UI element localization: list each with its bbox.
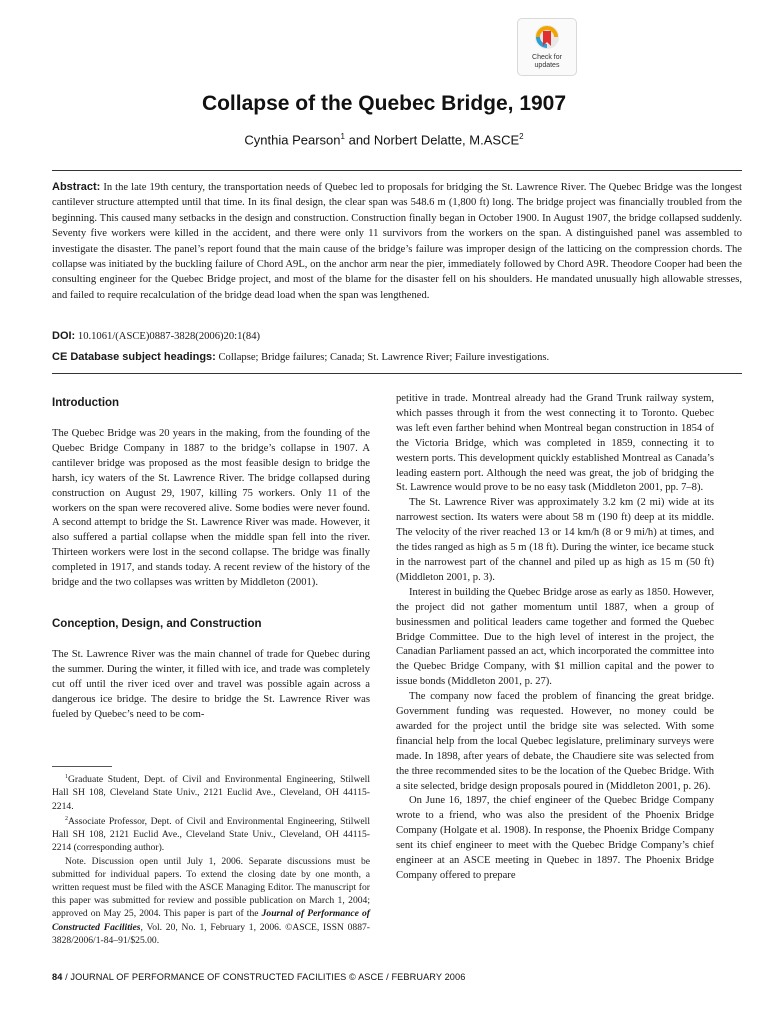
footnote-1-text: Graduate Student, Dept. of Civil and Environmental Engineering, Stilwell Hall SH 108, Cleveland State Univ., 2121 Euclid Ave., Cleveland, OH 44115-2214.	[52, 774, 370, 812]
subject-headings-label: CE Database subject headings:	[52, 351, 216, 363]
introduction-paragraph: The Quebec Bridge was 20 years in the making, from the founding of the Quebec Bridge Company in 1887 to the bridge’s collapse in 1907. A cantilever bridge was proposed as the most feasible design to bridge the harsh, icy waters of the St. Lawrence River. The bridge collapsed during construction on August 29, 1907, killing 75 workers. Only 11 of the workers on the span were recovered alive. Some bodies were never found. A second attempt to bridge the St. Lawrence River was made. However, it also suffered a partial collapse when the middle span fell into the river. Thirteen workers were lost in the second collapse. The bridge was finally completed in 1917, and stands today. A recent review of the history of the bridge and the two collapses was written by Middleton (2001).	[52, 428, 370, 589]
subject-headings-value: Collapse; Bridge failures; Canada; St. Lawrence River; Failure investigations.	[218, 352, 550, 363]
page-footer	[52, 972, 465, 982]
conception-design-heading: Conception, Design, and Construction	[52, 617, 262, 630]
introduction-heading: Introduction	[52, 397, 120, 409]
doi-link[interactable]: 10.1061/(ASCE)0887-3828(2006)20:1(84)	[77, 331, 261, 342]
abstract-text: In the late 19th century, the transportation needs of Quebec led to proposals for bridging the St. Lawrence River. The Quebec Bridge was the longest cantilever structure attempted until that time. In its final design, the clear span was 548.6 m (1,800 ft) long. The bridge project was financially troubled from the beginning. This caused many setbacks in the design and construction. Construction finally began in October 1900. In August 1907, the bridge collapsed suddenly. Seventy five workers were killed in the accident, and there were only 11 survivors from the workers on the span. A distinguished panel was assembled to investigate the disaster. The panel’s report found that the main cause of the bridge’s failure was improper design of the latticing on the compression chords. The collapse was initiated by the buckling failure of Chord A9L, on the anchor arm near the pier, immediately followed by Chord A9R. Theodore Cooper had been the consulting engineer for the Quebec Bridge project, and most of the blame for the disaster fell on his shoulders. He mandated unusually high allowable stresses, and failed to require recalculation of the bridge dead load when the span was lengthened.	[52, 182, 742, 301]
note-journal-name: Journal of Performance of Constructed Facilities	[52, 908, 370, 933]
abstract	[52, 180, 742, 303]
right-paragraph-5: On June 16, 1897, the chief engineer of the Quebec Bridge Company wrote to a friend, who was also the president of the Phoenix Bridge Company (Holgate et al. 1908). In response, the Phoenix Bridge Company sent its chief engineer to meet with the Quebec Bridge Company’s chief engineer at an ASCE meeting in Quebec in 1897. The Phoenix Bridge Company offered to prepare	[396, 795, 714, 881]
left-column	[52, 392, 370, 723]
abstract-label: Abstract:	[52, 181, 101, 193]
subject-headings-line	[52, 351, 549, 363]
footnote-2-text: Associate Professor, Dept. of Civil and Environmental Engineering, Stilwell Hall SH 108, 2121 Euclid Ave., Cleveland State Univ., Cleveland, OH 44115-2214 (corresponding author).	[52, 815, 370, 854]
right-column	[396, 392, 714, 884]
right-paragraph-4: The company now faced the problem of financing the great bridge. Government funding was requested. However, no money could be awarded for the project until the bridge site was selected. With some financial help from the local Quebec legislature, preliminary surveys were made. In 1898, after years of debate, the Chaudiere site was selected from the three recommended sites to be the location of the Quebec Bridge. With a site selected, bridge design proposals poured in (Middleton 2001, p. 26).	[396, 691, 714, 792]
doi-line	[52, 330, 260, 342]
author-1: Cynthia Pearson	[244, 132, 341, 148]
right-paragraph-2: The St. Lawrence River was approximately 3.2 km (2 mi) wide at its narrowest section. Its waters were about 58 m (190 ft) deep at its middle. The velocity of the river reached 13 or 14 km/h (8 or 9 mi/h) at times, and the tides ranged as high as 5 m (18 ft). During the winter, ice became stuck in the narrowest part of the channel and piled up as high as 15 m (50 ft) (Middleton 2001, p. 3).	[396, 497, 714, 583]
right-paragraph-3: Interest in building the Quebec Bridge arose as early as 1850. However, the project did not gather momentum until 1887, when a group of businessmen and political leaders came together and formed the Quebec Bridge Committee. Due to the high level of interest in the project, the Canadian Parliament passed an act, which incorporated the committee into the Quebec Bridge Company, with $1 million capital and the power to issue bonds (Middleton 2001, p. 27).	[396, 586, 714, 688]
footnotes	[52, 771, 370, 947]
footnote-1	[52, 771, 370, 813]
discussion-note	[52, 855, 370, 947]
footnote-1-mark: 1	[65, 774, 68, 780]
right-paragraph-1: petitive in trade. Montreal already had the Grand Trunk railway system, which passes through it from the west connecting it to Toronto. Quebec was left even farther behind when Montreal began construction in 1854 of the Victoria Bridge, which was completed in 1859, connecting it to western ports. This development quickly established Montreal as Canada’s leading eastern port. Although the need was great, the job of bridging the St. Lawrence would prove to be no easy task (Middleton 2001, pp. 7–8).	[396, 393, 714, 494]
footnote-2-mark: 2	[65, 815, 68, 822]
author-line	[0, 132, 768, 147]
badge-label-line2: updates	[534, 62, 560, 69]
author-2-affiliation-mark: 2	[519, 132, 524, 141]
divider-bottom	[52, 373, 742, 374]
paper-title: Collapse of the Quebec Bridge, 1907	[201, 92, 567, 115]
footnote-divider	[52, 766, 112, 767]
page-number: 84	[52, 972, 63, 982]
author-2: Norbert Delatte, M.ASCE	[373, 132, 520, 148]
note-text-end: , Vol. 20, No. 1, February 1, 2006. ©ASCE, ISSN 0887-3828/2006/1-84–91/$25.00.	[52, 921, 370, 946]
footnote-2	[52, 813, 370, 855]
doi-label: DOI:	[52, 330, 76, 342]
divider-top	[52, 170, 742, 171]
bookmark-icon	[534, 24, 560, 54]
check-for-updates-badge[interactable]	[517, 18, 577, 76]
footer-journal-info: / JOURNAL OF PERFORMANCE OF CONSTRUCTED FACILITIES © ASCE / FEBRUARY 2006	[62, 972, 466, 982]
badge-label-line1: Check for	[532, 54, 562, 61]
author-connector: and	[344, 132, 374, 148]
note-text-start: Note. Discussion open until July 1, 2006. Separate discussions must be submitted for individual papers. To extend the closing date by one month, a written request must be filed with the ASCE Managing Editor. The manuscript for this paper was submitted for review and possible publication on March 1, 2004; approved on May 25, 2004. This paper is part of the	[52, 855, 370, 920]
conception-paragraph: The St. Lawrence River was the main channel of trade for Quebec during the summer. During the winter, it filled with ice, and trade was completely cut off until the river iced over and travel was possible again across a dangerous ice bridge. The desire to bridge the St. Lawrence River was fueled by Quebec’s need to be com-	[52, 648, 370, 720]
author-1-affiliation-mark: 1	[340, 132, 345, 141]
